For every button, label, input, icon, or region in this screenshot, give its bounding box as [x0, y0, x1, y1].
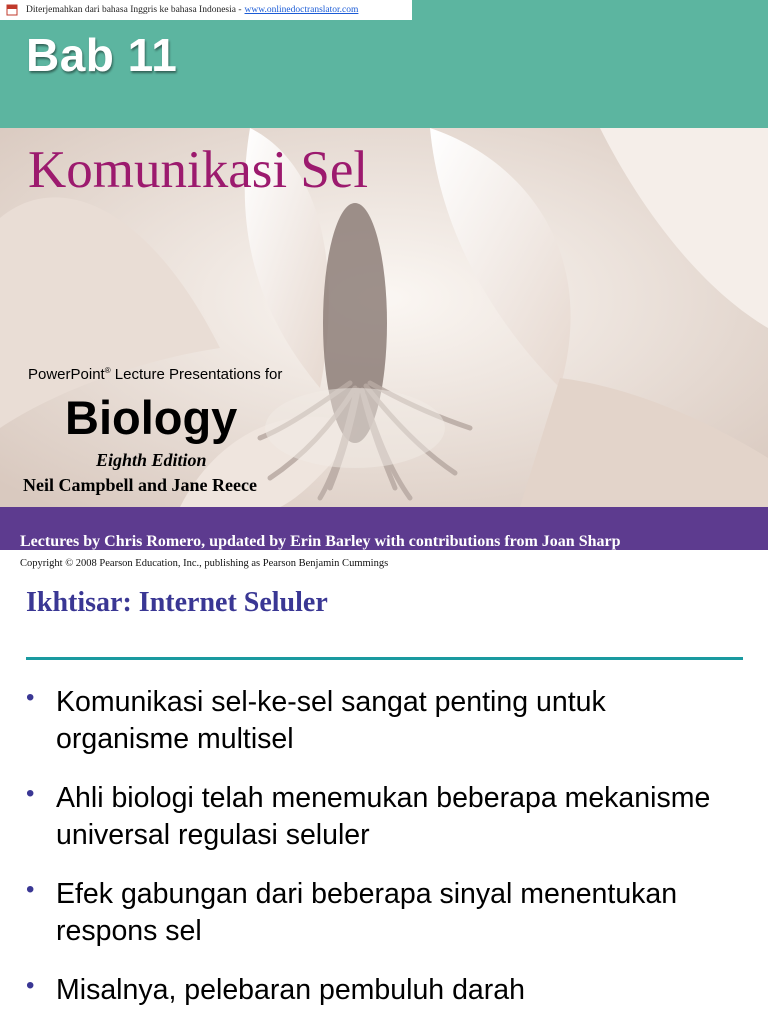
- copyright-notice: Copyright © 2008 Pearson Education, Inc., publishing as Pearson Benjamin Cummings: [20, 558, 389, 569]
- bullet-item: [26, 972, 746, 1009]
- registered-mark: ®: [104, 366, 111, 375]
- bullet-item: [26, 684, 746, 758]
- translator-link[interactable]: www.onlinedoctranslator.com: [244, 5, 359, 15]
- bullet-icon: •: [26, 972, 35, 999]
- bullet-text: Ahli biologi telah menemukan beberapa mekanisme universal regulasi seluler: [56, 782, 711, 851]
- series-name: PowerPoint: [28, 366, 105, 383]
- bullet-text: Komunikasi sel-ke-sel sangat penting untuk organisme multisel: [56, 686, 606, 755]
- translator-text: Diterjemahkan dari bahasa Inggris ke bahasa Indonesia -: [26, 5, 242, 15]
- bullet-text: Misalnya, pelebaran pembuluh darah: [56, 974, 525, 1006]
- series-line: [28, 366, 282, 383]
- authors: Neil Campbell and Jane Reece: [23, 475, 257, 495]
- book-title: Biology: [65, 391, 238, 444]
- section-heading: Ikhtisar: Internet Seluler: [26, 587, 328, 618]
- bullet-icon: •: [26, 780, 35, 807]
- credits-text: Lectures by Chris Romero, updated by Erin Barley with contributions from Joan Sharp: [20, 533, 621, 550]
- heading-rule: [26, 657, 743, 660]
- pdf-document-icon: [6, 4, 18, 16]
- series-rest: Lecture Presentations for: [110, 366, 283, 383]
- bullet-text: Efek gabungan dari beberapa sinyal menentukan respons sel: [56, 878, 678, 947]
- bullet-item: [26, 876, 746, 950]
- bullet-icon: •: [26, 876, 35, 903]
- edition: Eighth Edition: [96, 450, 207, 470]
- bullet-item: [26, 780, 746, 854]
- slide-title: Komunikasi Sel: [28, 141, 369, 199]
- translator-banner: [0, 0, 412, 20]
- bullet-icon: •: [26, 684, 35, 711]
- bullet-list: [26, 684, 746, 1031]
- chapter-number: Bab 11: [26, 29, 178, 81]
